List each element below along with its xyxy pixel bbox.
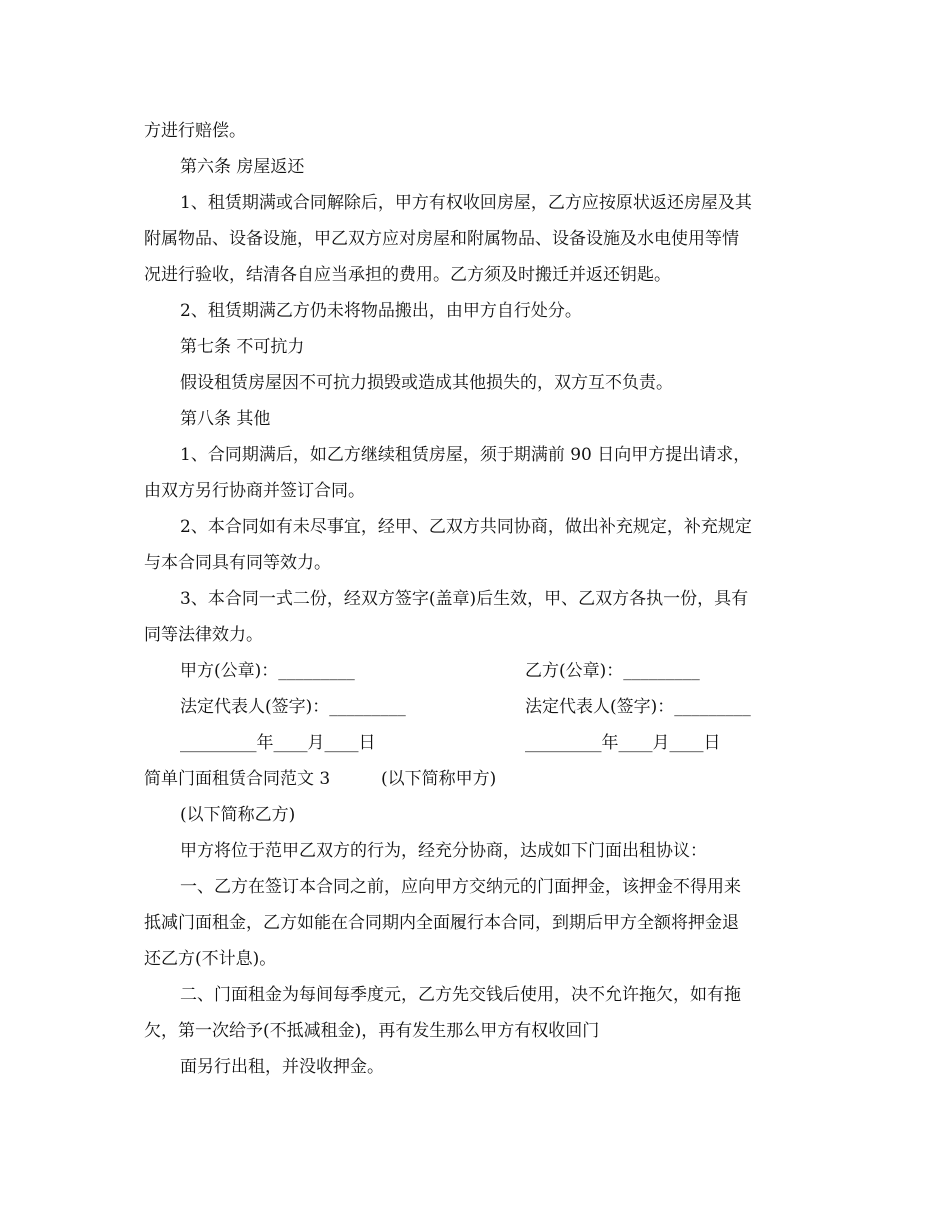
party-a-alias: (以下简称甲方) bbox=[381, 769, 497, 789]
signature-row-representative bbox=[144, 689, 814, 725]
text-line: 假设租赁房屋因不可抗力损毁或造成其他损失的，双方互不负责。 bbox=[180, 373, 673, 393]
text-line: 面另行出租，并没收押金。 bbox=[180, 1057, 384, 1077]
text-line: 欠，第一次给予(不抵减租金)，再有发生那么甲方有权收回门 bbox=[144, 1021, 600, 1041]
party-b-seal-field: 乙方(公章)：_________ bbox=[525, 661, 700, 681]
party-b-date-field: _________年____月____日 bbox=[525, 733, 721, 753]
text-line: 附属物品、设备设施，甲乙双方应对房屋和附属物品、设备设施及水电使用等情 bbox=[144, 229, 739, 249]
text-line: 抵减门面租金，乙方如能在合同期内全面履行本合同，到期后甲方全额将押金退 bbox=[144, 913, 739, 933]
document-body bbox=[144, 113, 814, 1085]
text-line: 3、本合同一式二份，经双方签字(盖章)后生效，甲、乙双方各执一份，具有 bbox=[180, 589, 749, 609]
text-line: 2、本合同如有未尽事宜，经甲、乙双方共同协商，做出补充规定，补充规定 bbox=[180, 517, 752, 537]
text-line: 1、租赁期满或合同解除后，甲方有权收回房屋，乙方应按原状返还房屋及其 bbox=[180, 193, 752, 213]
text-line: 1、合同期满后，如乙方继续租赁房屋，须于期满前 90 日向甲方提出请求， bbox=[180, 445, 751, 465]
article-heading-8: 第八条 其他 bbox=[180, 409, 271, 429]
text-line: 同等法律效力。 bbox=[144, 625, 263, 645]
party-b-alias: (以下简称乙方) bbox=[180, 805, 296, 825]
party-a-representative-field: 法定代表人(签字)：_________ bbox=[180, 697, 406, 717]
signature-row-date bbox=[144, 725, 814, 761]
text-line: 一、乙方在签订本合同之前，应向甲方交纳元的门面押金，该押金不得用来 bbox=[180, 877, 741, 897]
text-line: 由双方另行协商并签订合同。 bbox=[144, 481, 365, 501]
article-heading-6: 第六条 房屋返还 bbox=[180, 157, 305, 177]
party-a-date-field: _________年____月____日 bbox=[180, 733, 376, 753]
text-line: 甲方将位于范甲乙双方的行为，经充分协商，达成如下门面出租协议： bbox=[180, 841, 707, 861]
text-line: 二、门面租金为每间每季度元，乙方先交钱后使用，决不允许拖欠，如有拖 bbox=[180, 985, 741, 1005]
party-b-representative-field: 法定代表人(签字)：_________ bbox=[525, 697, 751, 717]
text-line: 方进行赔偿。 bbox=[144, 121, 246, 141]
section-title-row bbox=[144, 761, 814, 797]
signature-row-seal bbox=[144, 653, 814, 689]
text-line: 还乙方(不计息)。 bbox=[144, 949, 277, 969]
article-heading-7: 第七条 不可抗力 bbox=[180, 337, 305, 357]
party-a-seal-field: 甲方(公章)：_________ bbox=[180, 661, 355, 681]
text-line: 2、租赁期满乙方仍未将物品搬出，由甲方自行处分。 bbox=[180, 301, 582, 321]
text-line: 与本合同具有同等效力。 bbox=[144, 553, 331, 573]
text-line: 况进行验收，结清各自应当承担的费用。乙方须及时搬迁并返还钥匙。 bbox=[144, 265, 671, 285]
section-title: 简单门面租赁合同范文 3 bbox=[144, 769, 331, 789]
